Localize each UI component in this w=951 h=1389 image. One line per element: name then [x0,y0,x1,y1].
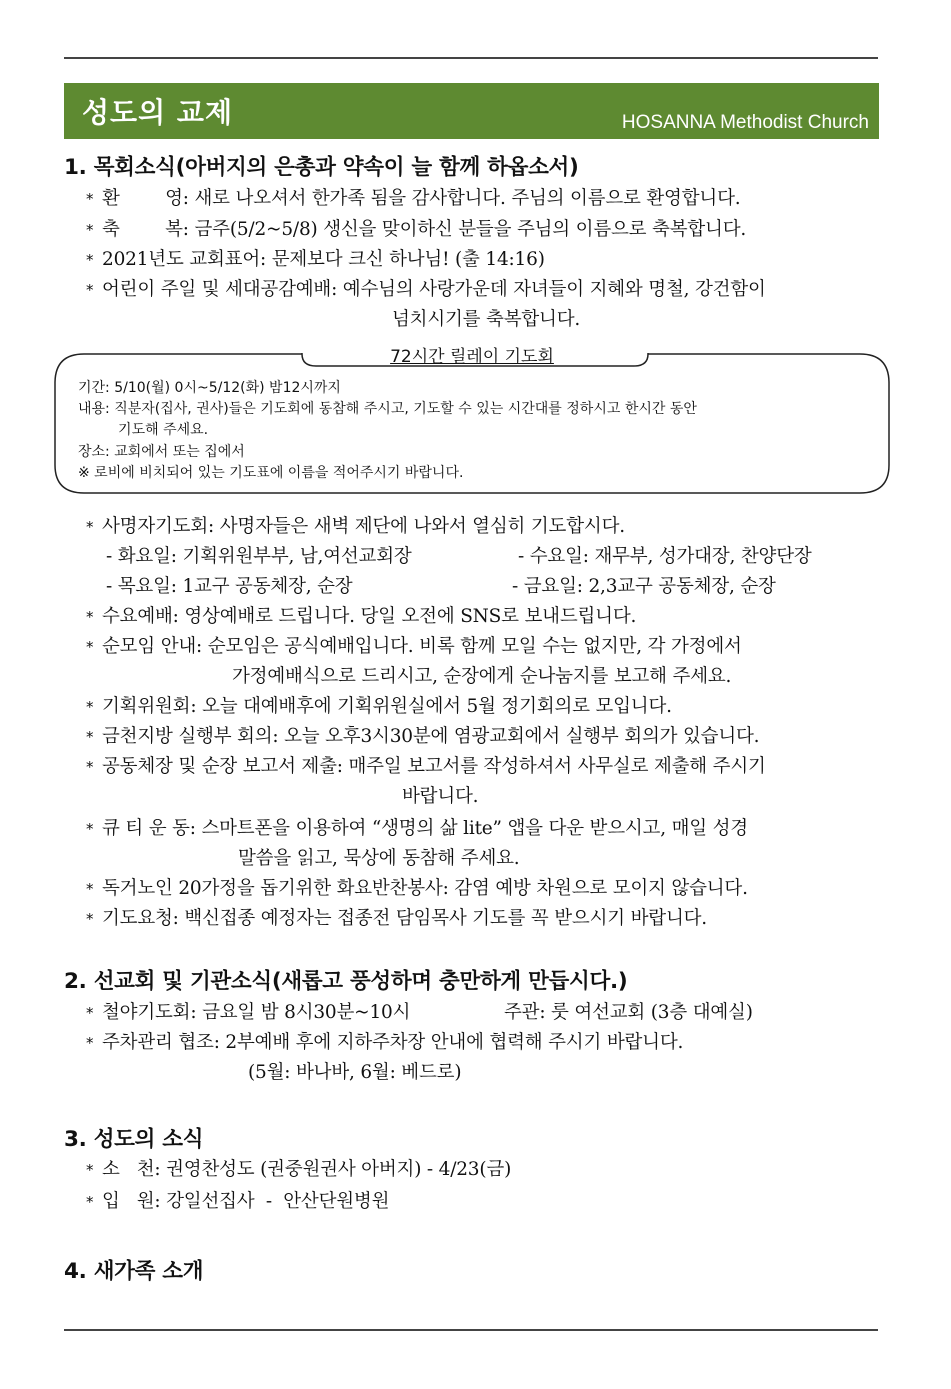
prayer-box-title: 72시간 릴레이 기도회 [390,347,554,367]
list-item-continuation: 바랍니다. [402,786,479,807]
church-name-bold: HOSANNA [621,112,715,133]
prayer-box-period: 기간: 5/10(월) 0시~5/12(화) 밤12시까지 [78,380,341,396]
bullet-icon: * [86,728,94,746]
section-heading-3: 3. 성도의 소식 [64,1127,204,1152]
list-item-continuation: 가정예배식으로 드리시고, 순장에게 순나눔지를 보고해 주세요. [232,666,732,687]
bullet-icon: * [86,910,94,928]
bullet-icon: * [86,758,94,776]
bullet-icon: * [86,221,94,239]
bullet-icon: * [86,190,94,208]
welcome-text: 환 영: 새로 나오셔서 한가족 됨을 감사합니다. 주님의 이름으로 환영합니다. [102,188,741,209]
list-item [86,632,742,658]
bullet-icon: * [86,1193,94,1211]
bullet-icon: * [86,1004,94,1022]
bullet-icon: * [86,518,94,536]
sub-item: - 목요일: 1교구 공동체장, 순장 [106,576,353,597]
sub-item: - 수요일: 재무부, 성가대장, 찬양단장 [518,546,812,567]
list-item [86,1028,683,1054]
obituary-text: 소 천: 권영찬성도 (권중원권사 아버지) - 4/23(금) [102,1159,512,1180]
cell-meeting-text: 순모임 안내: 순모임은 공식예배입니다. 비록 함께 모일 수는 없지만, 각 가정에서 [102,636,742,657]
list-item [86,1155,511,1181]
bullet-icon: * [86,820,94,838]
top-rule [64,57,878,59]
church-name-rest: Methodist Church [714,112,869,133]
list-item [86,692,672,718]
bullet-icon: * [86,1034,94,1052]
prayer-request-text: 기도요청: 백신접종 예정자는 접종전 담임목사 기도를 꼭 받으시기 바랍니다. [102,908,707,929]
list-item [86,184,740,210]
prayer-box-content: 내용: 직분자(집사, 권사)들은 기도회에 동참해 주시고, 기도할 수 있는 시간대를 정하시고 한시간 동안 [78,401,697,417]
list-item [86,904,707,930]
list-item [86,814,748,840]
sub-item: - 금요일: 2,3교구 공동체장, 순장 [512,576,776,597]
prayer-relay-box [54,347,890,493]
vigil-prayer-text: 철야기도회: 금요일 밤 8시30분~10시 [102,1002,411,1023]
list-item [86,245,545,271]
list-item [86,602,636,628]
list-item [86,722,759,748]
section-heading-4: 4. 새가족 소개 [64,1259,204,1284]
blessing-text: 축 복: 금주(5/2~5/8) 생신을 맞이하신 분들을 주님의 이름으로 축복합니다. [102,219,747,240]
bullet-icon: * [86,1161,94,1179]
dawn-prayer-text: 사명자기도회: 사명자들은 새벽 제단에 나와서 열심히 기도합시다. [102,516,625,537]
list-item [86,752,766,778]
bottom-rule [64,1329,878,1331]
sub-item: - 화요일: 기획위원부부, 남,여선교회장 [106,546,412,567]
bullet-icon: * [86,698,94,716]
vigil-host: 주관: 룻 여선교회 (3층 대예실) [504,1002,753,1023]
banner-subtitle [622,112,869,134]
hospitalization-text: 입 원: 강일선집사 - 안산단원병원 [102,1191,390,1212]
parking-text: 주차관리 협조: 2부예배 후에 지하주차장 안내에 협력해 주시기 바랍니다. [102,1032,684,1053]
section-heading-1: 1. 목회소식(아버지의 은총과 약속이 늘 함께 하옵소서) [64,155,579,180]
bullet-icon: * [86,608,94,626]
list-item-continuation: 넘치시기를 축복합니다. [392,309,581,330]
list-item [86,512,625,538]
report-submission-text: 공동체장 및 순장 보고서 제출: 매주일 보고서를 작성하셔서 사무실로 제출해 주시기 [102,756,766,777]
motto-text: 2021년도 교회표어: 문제보다 크신 하나님! (출 14:16) [102,249,545,270]
list-item [86,874,748,900]
wednesday-service-text: 수요예배: 영상예배로 드립니다. 당일 오전에 SNS로 보내드립니다. [102,606,637,627]
list-item-continuation: (5월: 바나바, 6월: 베드로) [248,1062,462,1083]
section-heading-2: 2. 선교회 및 기관소식(새롭고 풍성하며 충만하게 만듭시다.) [64,969,628,994]
childrens-day-text: 어린이 주일 및 세대공감예배: 예수님의 사랑가운데 자녀들이 지혜와 명철, 강건함이 [102,279,766,300]
qt-campaign-text: 큐 티 운 동: 스마트폰을 이용하여 “생명의 삶 lite” 앱을 다운 받으시고, 매일 성경 [102,818,748,839]
list-item [86,215,746,241]
list-item [86,1187,389,1213]
district-meeting-text: 금천지방 실행부 회의: 오늘 오후3시30분에 염광교회에서 실행부 회의가 있습니다. [102,726,760,747]
list-item [86,998,410,1024]
bullet-icon: * [86,281,94,299]
elderly-service-text: 독거노인 20가정을 돕기위한 화요반찬봉사: 감염 예방 차원으로 모이지 않습니다. [102,878,748,899]
list-item [86,275,766,301]
list-item-continuation: 말씀을 읽고, 묵상에 동참해 주세요. [238,848,520,869]
prayer-box-place: 장소: 교회에서 또는 집에서 [78,444,245,460]
bullet-icon: * [86,638,94,656]
planning-committee-text: 기획위원회: 오늘 대예배후에 기획위원실에서 5월 정기회의로 모입니다. [102,696,672,717]
banner-title: 성도의 교제 [82,96,233,129]
prayer-box-content-cont: 기도해 주세요. [78,422,209,438]
prayer-box-note: ※ 로비에 비치되어 있는 기도표에 이름을 적어주시기 바랍니다. [78,465,464,481]
bullet-icon: * [86,251,94,269]
section-banner [64,83,879,139]
bullet-icon: * [86,880,94,898]
